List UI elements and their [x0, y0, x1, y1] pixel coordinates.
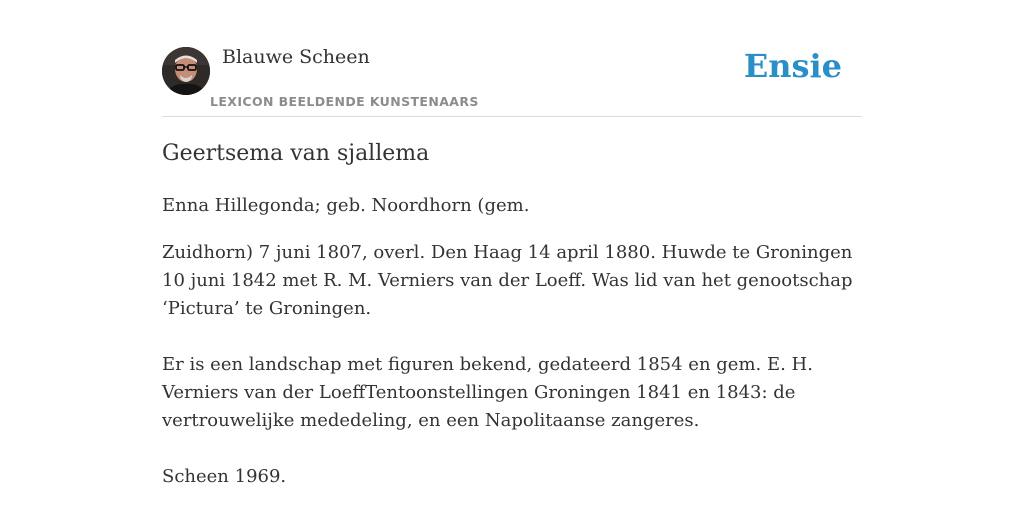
author-avatar[interactable]	[162, 47, 210, 95]
author-name[interactable]: Blauwe Scheen	[222, 46, 370, 68]
avatar-photo-icon	[162, 47, 210, 95]
site-header	[162, 0, 862, 117]
article-paragraph: Scheen 1969.	[162, 466, 287, 487]
article-paragraph: Zuidhorn) 7 juni 1807, overl. Den Haag 14 april 1880. Huwde te Groningen 10 juni 1842 met R. M. Verniers van der Loeff. Was lid van het genootschap ‘Pictura’ te Groningen.	[162, 242, 853, 319]
ensie-logo[interactable]: Ensie	[743, 47, 842, 85]
lexicon-subtitle[interactable]: LEXICON BEELDENDE KUNSTENAARS	[210, 94, 479, 109]
article-title: Geertsema van sjallema	[162, 141, 430, 166]
article-paragraph: Enna Hillegonda; geb. Noordhorn (gem.	[162, 195, 530, 216]
article-paragraph: Er is een landschap met figuren bekend, gedateerd 1854 en gem. E. H. Verniers van der LoeffTentoonstellingen Groningen 1841 en 1843: de vertrouwelijke mededeling, en een Napolitaanse zangeres.	[162, 354, 813, 431]
